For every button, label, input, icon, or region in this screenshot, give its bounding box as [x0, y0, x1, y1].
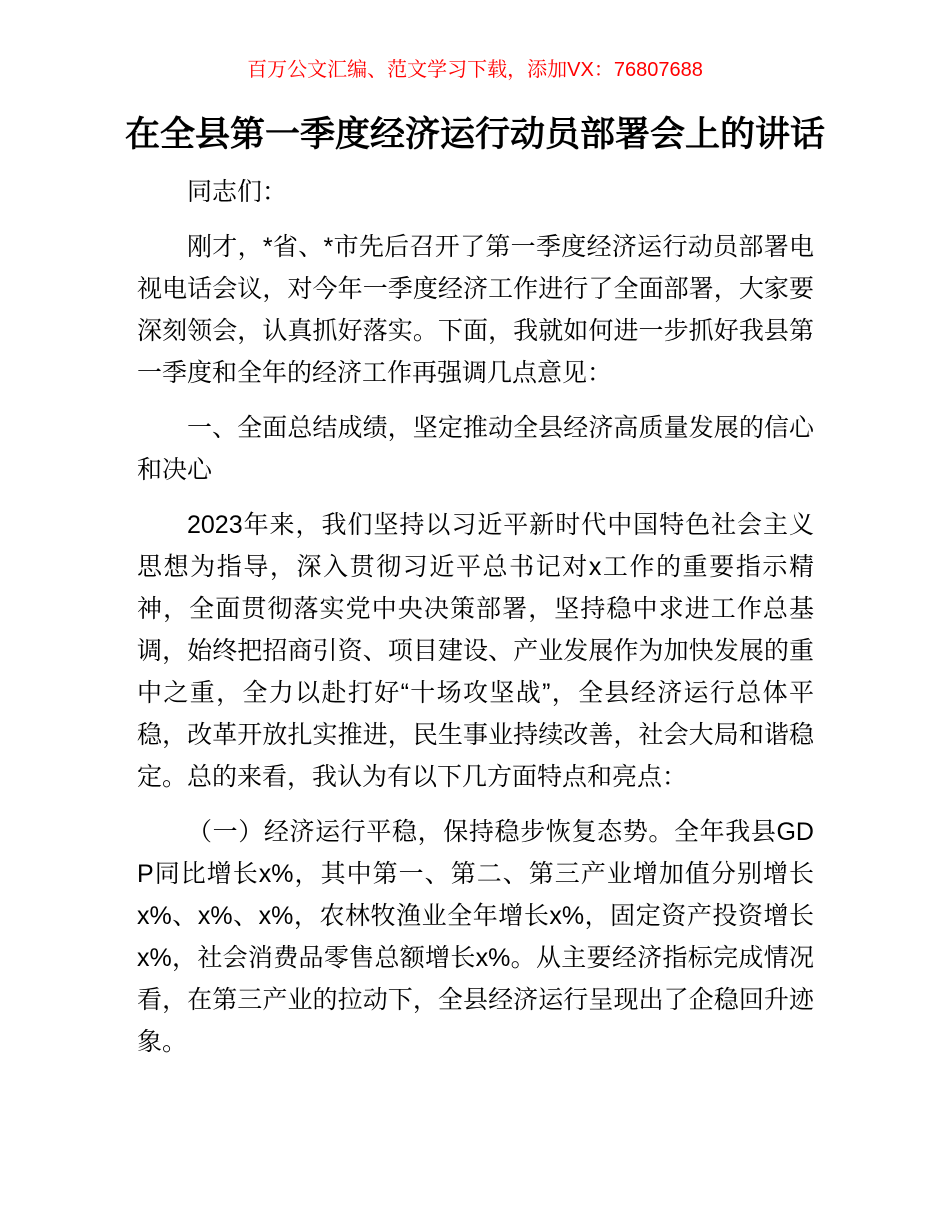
watermark-banner: 百万公文汇编、范文学习下载，添加VX：76807688 — [247, 59, 703, 81]
paragraph-section-1-overview: 2023年来，我们坚持以习近平新时代中国特色社会主义思想为指导，深入贯彻习近平总书记对x工作的重要指示精神，全面贯彻落实党中央决策部署，坚持稳中求进工作总基调，始终把招商引资、项目建设、产业发展作为加快发展的重中之重，全力以赴打好“十场攻坚战”，全县经济运行总体平稳，改革开放扎实推进，民生事业持续改善，社会大局和谐稳定。总的来看，我认为有以下几方面特点和亮点： — [137, 511, 814, 791]
heading-section-1: 一、全面总结成绩，坚定推动全县经济高质量发展的信心和决心 — [137, 414, 814, 484]
document-title: 在全县第一季度经济运行动员部署会上的讲话 — [124, 115, 825, 154]
paragraph-point-1: （一）经济运行平稳，保持稳步恢复态势。全年我县GDP同比增长x%，其中第一、第二、第三产业增加值分别增长x%、x%、x%，农林牧渔业全年增长x%，固定资产投资增长x%，社会消费品零售总额增长x%。从主要经济指标完成情况看，在第三产业的拉动下，全县经济运行呈现出了企稳回升迹象。 — [137, 818, 814, 1056]
paragraph-intro: 刚才，*省、*市先后召开了第一季度经济运行动员部署电视电话会议，对今年一季度经济工作进行了全面部署，大家要深刻领会，认真抓好落实。下面，我就如何进一步抓好我县第一季度和全年的经济工作再强调几点意见： — [137, 233, 814, 387]
document-body — [137, 171, 814, 1063]
paragraph-salutation: 同志们： — [187, 178, 288, 206]
